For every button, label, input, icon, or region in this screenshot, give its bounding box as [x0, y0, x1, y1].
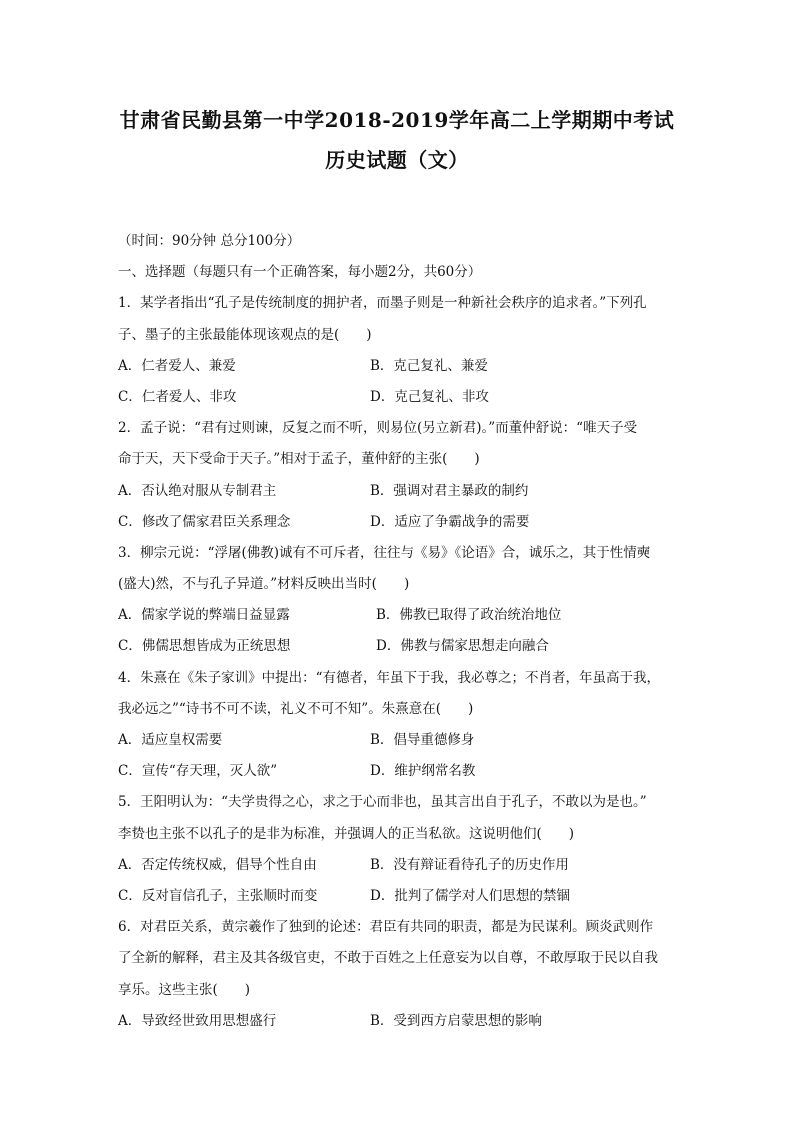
option-b: B．克己复礼、兼爱: [370, 357, 488, 374]
question-text-line: 了全新的解释，君主及其各级官吏，不敢于百姓之上任意妄为以自尊，不敢厚取于民以自我: [118, 950, 658, 967]
option-row: [118, 881, 690, 912]
option-d: D．批判了儒学对人们思想的禁锢: [370, 887, 570, 904]
option-row: [118, 725, 690, 756]
question-text-line: 4．朱熹在《朱子家训》中提出：“有德者，年虽下于我，我必尊之；不肖者，年虽高于我，: [118, 669, 660, 686]
question-text-line: 享乐。这些主张( ): [118, 981, 251, 998]
question-text-line: 李贽也主张不以孔子的是非为标准，并强调人的正当私欲。这说明他们( ): [118, 825, 575, 842]
option-row: [118, 351, 690, 382]
option-row: [118, 476, 690, 507]
question-1: [118, 288, 690, 413]
question-6: [118, 912, 690, 1037]
option-b: B．没有辩证看待孔子的历史作用: [370, 856, 569, 873]
question-3: [118, 538, 690, 663]
question-2: [118, 413, 690, 538]
option-d: D．维护纲常名教: [370, 763, 476, 780]
option-a: A．导致经世致用思想盛行: [118, 1012, 277, 1029]
option-a: A．否认绝对服从专制君主: [118, 482, 277, 499]
option-a: A．仁者爱人、兼爱: [118, 357, 236, 374]
question-5: [118, 787, 690, 912]
option-c: C．反对盲信孔子，主张顺时而变: [118, 887, 318, 904]
question-text-line: 1．某学者指出“孔子是传统制度的拥护者，而墨子则是一种新社会秩序的追求者。”下列孔: [118, 295, 647, 312]
question-text-line: 3．柳宗元说：“浮屠(佛教)诚有不可斥者，往往与《易》《论语》合，诚乐之，其于性情奭: [118, 544, 651, 561]
option-c: C．修改了儒家君臣关系理念: [118, 513, 291, 530]
option-c: C．仁者爱人、非攻: [118, 388, 237, 405]
exam-content: [118, 226, 690, 1037]
option-a: A．否定传统权威，倡导个性自由: [118, 856, 317, 873]
question-text-line: (盛大)然，不与孔子异道。”材料反映出当时( ): [118, 576, 410, 593]
option-c: C．佛儒思想皆成为正统思想: [118, 638, 291, 655]
option-row: [118, 600, 690, 631]
question-4: [118, 663, 690, 788]
option-a: A．适应皇权需要: [118, 732, 223, 748]
exam-info: （时间：90分钟 总分100分）: [118, 233, 301, 249]
option-row: [118, 507, 690, 538]
question-text-line: 2．孟子说：“君有过则谏，反复之而不听，则易位(另立新君)。”而董仲舒说：“唯天子受: [118, 420, 638, 437]
option-row: [118, 850, 690, 881]
section-heading: 一、选择题（每题只有一个正确答案，每小题2分，共60分）: [118, 264, 482, 281]
option-row: [118, 382, 690, 413]
question-text-line: 命于天，天下受命于天子。”相对于孟子，董仲舒的主张( ): [118, 451, 480, 468]
option-b: B．受到西方启蒙思想的影响: [370, 1012, 542, 1029]
option-row: [118, 631, 690, 662]
option-d: D．佛教与儒家思想走向融合: [376, 638, 549, 655]
option-row: [118, 1006, 690, 1037]
option-b: B．佛教已取得了政治统治地位: [376, 607, 562, 624]
exam-title-line2: 历史试题（文）: [325, 148, 469, 172]
option-a: A．儒家学说的弊端日益显露: [118, 607, 290, 624]
option-b: B．强调对君主暴政的制约: [370, 482, 529, 499]
question-text-line: 5．王阳明认为：“夫学贵得之心，求之于心而非也，虽其言出自于孔子，不敢以为是也。”: [118, 794, 647, 811]
option-d: D．克己复礼、非攻: [370, 388, 489, 405]
option-c: C．宣传“存天理，灭人欲”: [118, 763, 278, 780]
option-d: D．适应了争霸战争的需要: [370, 513, 530, 530]
question-text-line: 子、墨子的主张最能体现该观点的是( ): [118, 326, 372, 343]
option-b: B．倡导重德修身: [370, 732, 475, 748]
option-row: [118, 756, 690, 787]
question-text-line: 6．对君臣关系，黄宗羲作了独到的论述：君臣有共同的职责，都是为民谋利。顾炎武则作: [118, 919, 654, 936]
exam-title-line1: 甘肃省民勤县第一中学2018-2019学年高二上学期期中考试: [119, 108, 675, 132]
question-text-line: 我必远之”“诗书不可不读，礼义不可不知”。朱熹意在( ): [118, 700, 474, 717]
